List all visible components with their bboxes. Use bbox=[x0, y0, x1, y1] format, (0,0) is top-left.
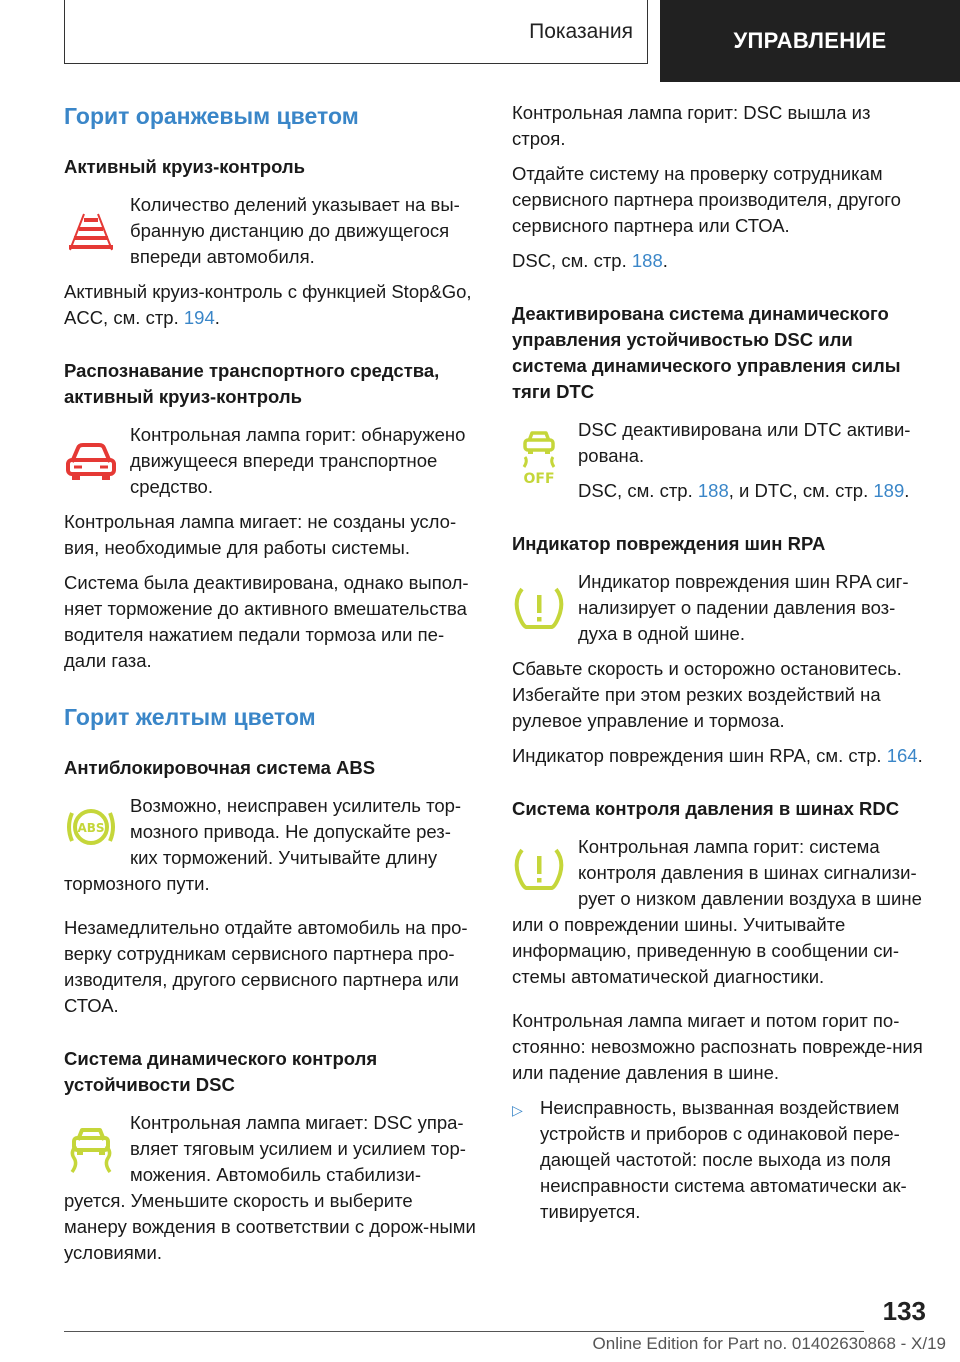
footer-divider bbox=[64, 1331, 864, 1332]
left-column bbox=[64, 100, 478, 1284]
dsc-fail-page-link[interactable]: 188 bbox=[631, 250, 663, 271]
rpa-page-link[interactable]: 164 bbox=[886, 745, 918, 766]
header-section-label: Показания bbox=[529, 19, 633, 43]
rpa-text3: Индикатор повреждения шин RPA, см. стр. 164. bbox=[512, 745, 923, 766]
cruise-block bbox=[64, 192, 478, 270]
rpa-text1: Индикатор повреждения шин RPA сиг-нализирует о падении давления воз-духа в одной шине. bbox=[578, 571, 909, 644]
abs-text2: Незамедлительно отдайте автомобиль на про-верку сотрудникам сервисного партнера про-изводителя, другого сервисного партнера или СТОА. bbox=[64, 917, 468, 1016]
dsc-off-icon bbox=[512, 427, 566, 487]
dsc-page-link[interactable]: 188 bbox=[697, 480, 729, 501]
detect-text2: Контрольная лампа мигает: не созданы усло-вия, необходимые для работы системы. bbox=[64, 511, 457, 558]
cruise-page-link[interactable]: 194 bbox=[183, 307, 215, 328]
detect-block bbox=[64, 422, 478, 500]
rpa-title: Индикатор повреждения шин RPA bbox=[512, 533, 826, 554]
dtc-page-link[interactable]: 189 bbox=[873, 480, 905, 501]
cruise-distance-icon bbox=[64, 206, 118, 254]
header-chapter-tab bbox=[660, 0, 960, 82]
rdc-title: Система контроля давления в шинах RDC bbox=[512, 798, 900, 819]
abs-block bbox=[64, 793, 478, 906]
detect-title: Распознавание транспортного средства, активный круиз-контроль bbox=[64, 360, 440, 407]
edition-text: Online Edition for Part no. 01402630868 - X/19 bbox=[592, 1334, 946, 1353]
heading-orange: Горит оранжевым цветом bbox=[64, 103, 359, 129]
rpa-text2: Сбавьте скорость и осторожно остановитесь. Избегайте при этом резких воздействий на рулевое управление и тормоза. bbox=[512, 658, 902, 731]
cruise-text1: Количество делений указывает на вы-бранную дистанцию до движущегося впереди автомобиля. bbox=[130, 194, 460, 267]
dsc-fail-text1: Контрольная лампа горит: DSC вышла из строя. bbox=[512, 102, 871, 149]
rpa-block bbox=[512, 569, 926, 647]
bullet-triangle-icon: ▷ bbox=[512, 1102, 523, 1118]
dsc-title: Система динамического контроля устойчивости DSC bbox=[64, 1048, 378, 1095]
svg-text:OFF: OFF bbox=[523, 471, 555, 487]
rdc-text1: Контрольная лампа горит: система контроля давления в шинах сигнализи-рует о низком давлении воздуха в шине или о повреждении шины. Учитывайте информацию, приведенную в сообщении си-стемы автоматической диагностики. bbox=[512, 836, 922, 987]
abs-title: Антиблокировочная система ABS bbox=[64, 757, 376, 778]
dsc-off-title: Деактивирована система динамического управления устойчивостью DSC или система динамического управления силы тяги DTC bbox=[512, 303, 901, 402]
right-column bbox=[512, 100, 926, 1234]
heading-yellow: Горит желтым цветом bbox=[64, 704, 316, 730]
header-chapter-label: УПРАВЛЕНИЕ bbox=[733, 28, 887, 53]
dsc-skid-icon bbox=[64, 1120, 118, 1176]
cruise-title: Активный круиз-контроль bbox=[64, 156, 306, 177]
page-number: 133 bbox=[882, 1296, 926, 1326]
svg-text:ABS: ABS bbox=[77, 821, 105, 835]
dsc-off-text2: DSC, см. стр. 188, и DTC, см. стр. 189. bbox=[578, 480, 910, 501]
vehicle-detected-icon bbox=[64, 436, 118, 484]
tire-pressure-low-icon bbox=[512, 844, 566, 892]
dsc-fail-text3: DSC, см. стр. 188. bbox=[512, 250, 668, 271]
tire-pressure-warning-icon bbox=[512, 583, 566, 631]
detect-text3: Система была деактивирована, однако выпол-няет торможение до активного вмешательства водителя нажатием педали тормоза или пе-дали газа. bbox=[64, 572, 469, 671]
abs-text1: Возможно, неисправен усилитель тор-мозного привода. Не допускайте рез-ких торможений. Учитывайте длину тормозного пути. bbox=[64, 795, 462, 894]
rdc-bullet bbox=[512, 1095, 926, 1225]
dsc-off-block bbox=[512, 417, 926, 504]
rdc-text2: Контрольная лампа мигает и потом горит по-стоянно: невозможно распознать поврежде-ния или падение давления в шине. bbox=[512, 1010, 923, 1083]
detect-text1: Контрольная лампа горит: обнаружено движущееся впереди транспортное средство. bbox=[130, 424, 466, 497]
header-section-tab bbox=[64, 0, 648, 64]
dsc-block bbox=[64, 1110, 478, 1275]
dsc-fail-text2: Отдайте систему на проверку сотрудникам сервисного партнера производителя, другого сервисного партнера или СТОА. bbox=[512, 163, 901, 236]
rdc-bullet-text: Неисправность, вызванная воздействием устройств и приборов с одинаковой пере-дающей частотой: после выхода из поля неисправности система автоматически ак-тивируется. bbox=[540, 1097, 907, 1222]
cruise-text2: Активный круиз-контроль с функцией Stop&Go, ACC, см. стр. 194. bbox=[64, 281, 472, 328]
dsc-text1: Контрольная лампа мигает: DSC упра-вляет тяговым усилием и усилием тор-можения. Автомобиль стабилизи-руется. Уменьшите скорость и выберите манеру вождения в соответствии с дорож-ными условиями. bbox=[64, 1112, 476, 1263]
abs-icon bbox=[64, 803, 118, 851]
rdc-block bbox=[512, 834, 926, 999]
dsc-off-text1: DSC деактивирована или DTC активи-рована. bbox=[578, 419, 911, 466]
